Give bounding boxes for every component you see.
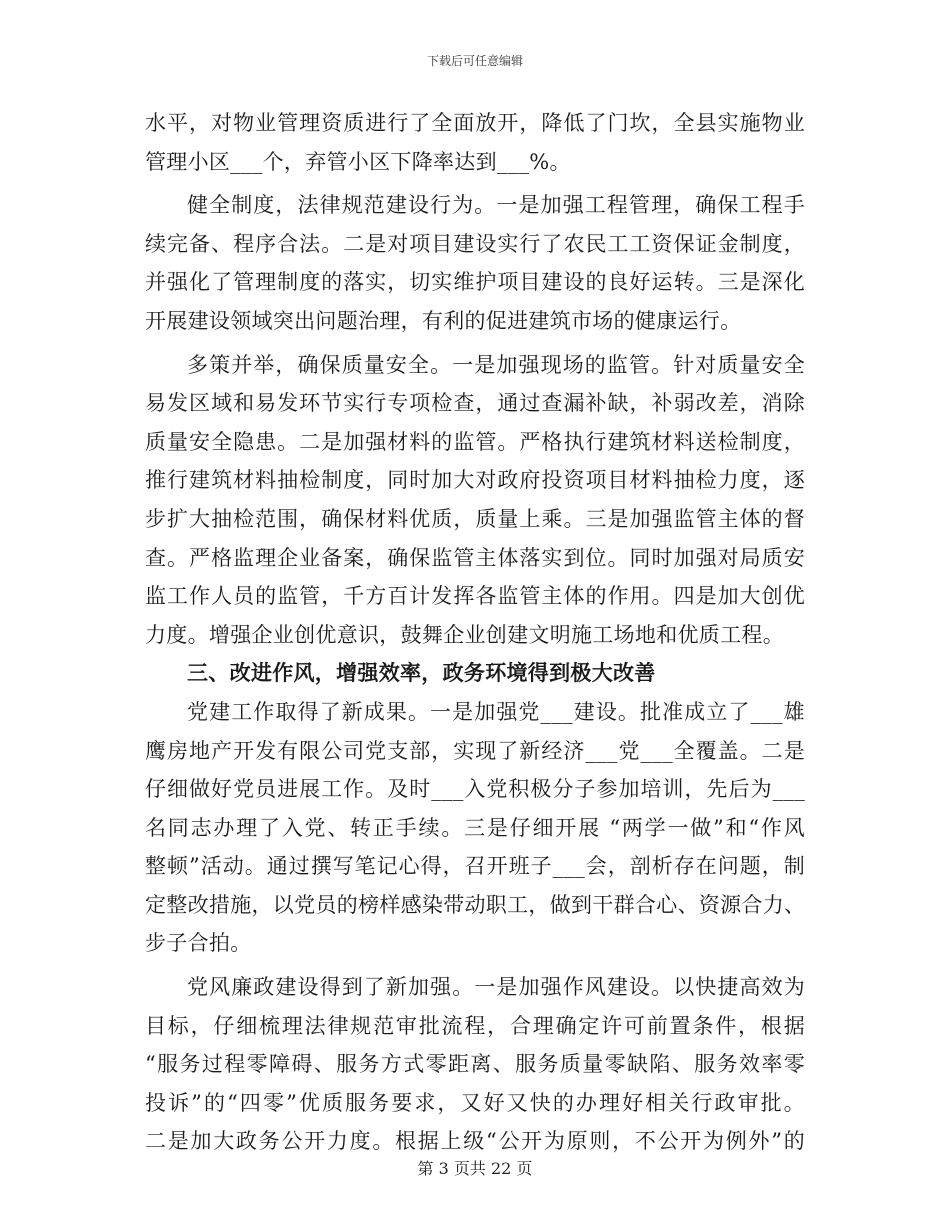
paragraph-line: 推行建筑材料抽检制度，同时加大对政府投资项目材料抽检力度，逐 [145,468,805,493]
paragraph-line: 定整改措施，以党员的榜样感染带动职工，做到干群合心、资源合力、 [145,892,806,917]
paragraph-line: 管理小区___个，弃管小区下降率达到___%。 [145,149,571,174]
paragraph-line: 易发区域和易发环节实行专项检查，通过查漏补缺，补弱改差，消除 [145,391,805,416]
paragraph-line: 鹰房地产开发有限公司党支部，实现了新经济___党___全覆盖。二是 [145,738,805,763]
paragraph-line: 步子合拍。 [145,931,252,956]
paragraph-line: 名同志办理了入党、转正手续。三是仔细开展 “两学一做”和“作风 [145,815,805,840]
paragraph-line: 投诉”的“四零”优质服务要求，又好又快的办理好相关行政审批。 [145,1090,805,1115]
paragraph-line: “服务过程零障碍、服务方式零距离、服务质量零缺陷、服务效率零 [145,1052,805,1077]
paragraph-line: 整顿”活动。通过撰写笔记心得，召开班子___会，剖析存在问题，制 [145,854,805,879]
paragraph-line: 目标，仔细梳理法律规范审批流程，合理确定许可前置条件，根据 [145,1013,805,1038]
paragraph-line: 多策并举，确保质量安全。一是加强现场的监管。针对质量安全 [187,352,805,377]
paragraph-line: 健全制度，法律规范建设行为。一是加强工程管理，确保工程手 [187,193,805,218]
paragraph-line: 并强化了管理制度的落实，切实维护项目建设的良好运转。三是深化 [145,270,805,295]
paragraph-line: 监工作人员的监管，千方百计发挥各监管主体的作用。四是加大创优 [145,584,805,609]
page-header: 下载后可任意编辑 [426,54,523,68]
paragraph-line: 查。严格监理企业备案，确保监管主体落实到位。同时加强对局质安 [145,545,805,570]
paragraph-line: 二是加大政务公开力度。根据上级“公开为原则，不公开为例外”的 [145,1129,805,1154]
paragraph-line: 力度。增强企业创优意识，鼓舞企业创建文明施工场地和优质工程。 [145,622,784,647]
paragraph-line: 续完备、程序合法。二是对项目建设实行了农民工工资保证金制度， [145,231,805,256]
paragraph-line: 仔细做好党员进展工作。及时___入党积极分子参加培训，先后为___ [145,777,805,802]
page-number: 第 3 页共 22 页 [417,1159,533,1178]
paragraph-line: 质量安全隐患。二是加强材料的监管。严格执行建筑材料送检制度， [145,429,805,454]
paragraph-line: 水平，对物业管理资质进行了全面放开，降低了门坎，全县实施物业 [145,111,805,135]
document-body [145,104,805,1161]
paragraph-line: 党风廉政建设得到了新加强。一是加强作风建设。以快捷高效为 [187,975,805,1000]
paragraph-line: 开展建设领域突出问题治理，有利的促进建筑市场的健康运行。 [145,308,742,333]
paragraph-line: 党建工作取得了新成果。一是加强党___建设。批准成立了___雄 [187,699,805,724]
section-heading: 三、改进作风，增强效率，政务环境得到极大改善 [187,660,656,686]
paragraph-line: 步扩大抽检范围，确保材料优质，质量上乘。三是加强监管主体的督 [145,506,805,531]
